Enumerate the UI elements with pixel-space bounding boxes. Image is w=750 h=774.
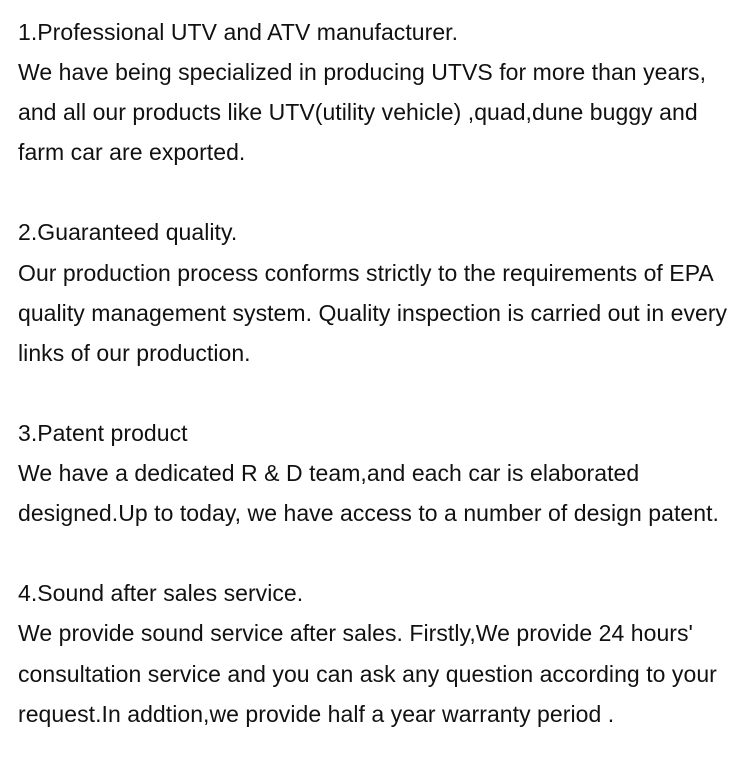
- section-guaranteed-quality: [18, 212, 738, 372]
- section-heading: 1.Professional UTV and ATV manufacturer.: [18, 19, 459, 45]
- section-heading: 2.Guaranteed quality.: [18, 219, 238, 246]
- section-patent-product: [18, 413, 738, 533]
- section-after-sales-service: [18, 573, 738, 733]
- paragraph-line: Our production process conforms strictly to the requirements of EPA: [18, 259, 714, 286]
- section-heading: 4.Sound after sales service.: [18, 580, 304, 607]
- paragraph-line: quality management system. Quality inspection is carried out in every: [18, 299, 728, 326]
- paragraph-line: We provide sound service after sales. Firstly,We provide 24 hours': [18, 620, 693, 647]
- document-body: [18, 12, 738, 774]
- paragraph-line: We have being specialized in producing UTVS for more than years,: [18, 59, 707, 86]
- paragraph-line: farm car are exported.: [18, 139, 246, 166]
- section-professional-manufacturer: [18, 12, 738, 172]
- paragraph-line: designed.Up to today, we have access to a number of design patent.: [18, 500, 719, 527]
- paragraph-line: We have a dedicated R & D team,and each car is elaborated: [18, 460, 640, 487]
- section-heading: 3.Patent product: [18, 419, 188, 446]
- paragraph-line: request.In addtion,we provide half a year warranty period .: [18, 700, 615, 727]
- paragraph-line: and all our products like UTV(utility vehicle) ,quad,dune buggy and: [18, 99, 698, 126]
- paragraph-line: links of our production.: [18, 339, 251, 366]
- paragraph-line: consultation service and you can ask any question according to your: [18, 660, 717, 687]
